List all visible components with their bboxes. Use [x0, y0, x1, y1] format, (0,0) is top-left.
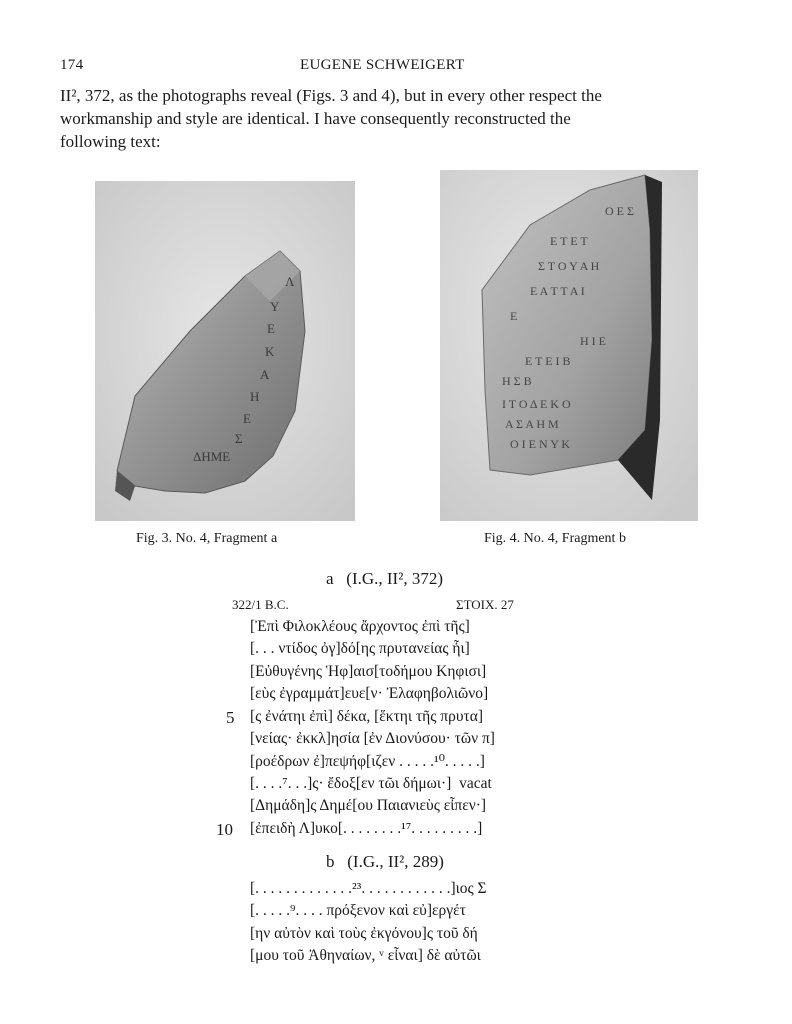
running-title: EUGENE SCHWEIGERT: [300, 57, 465, 73]
inscribed-letter: Ε Α Τ Τ Α Ι: [530, 284, 585, 298]
line-text: [. . . .⁷. . .]ς· ἔδοξ[εν τῶι δήμωι·] vacat: [250, 774, 492, 792]
line-text: [. . . ντίδος ὀγ]δό[ης πρυτανείας ἧι]: [250, 640, 470, 658]
text-a-date: 322/1 B.C.: [232, 597, 289, 612]
intro-line: following text:: [60, 132, 161, 151]
line-text: [νείας· ἐκκλ]ησία [ἐν Διονύσου· τῶν π]: [250, 729, 495, 747]
line-text: [ς ἐνάτηι ἐπὶ] δέκα, [ἕκτηι τῆς πρυτα]: [250, 707, 484, 725]
inscription-line: [ην αὐτὸν καὶ τοὺς ἐκγόνου]ς τοῦ δή: [250, 924, 478, 942]
line-number: 5: [226, 707, 235, 727]
figure-4-caption: Fig. 4. No. 4, Fragment b: [484, 531, 626, 546]
inscription-line: [. . . . .⁹. . . . πρόξενον καὶ εὐ]εργέτ: [250, 902, 466, 920]
inscription-line: [210, 752, 610, 774]
inscription-line: [. . . . . . . . . . . . .²³. . . . . . . . . . . .]ιος Σ: [250, 880, 487, 897]
inscribed-letter: Α Σ Α Η Μ: [505, 417, 559, 431]
line-text: [ροέδρων ἐ]πεψήφ[ιζεν . . . . .¹⁰. . . . .]: [250, 753, 485, 771]
figure-3-photo: [95, 181, 355, 521]
inscription-line: [210, 820, 610, 842]
inscription-line: [210, 663, 610, 685]
text-a-lines: [210, 618, 610, 842]
inscribed-letter: Ε: [267, 321, 275, 336]
inscribed-letter: ΔΗΜΕ: [193, 449, 231, 464]
line-number: 10: [216, 819, 233, 839]
inscribed-letter: Ε Τ Ε Ι Β: [525, 354, 571, 368]
line-text: [εὺς ἐγραμμάτ]ευε[ν· Ἐλαφηβολιῶνο]: [250, 685, 489, 703]
inscribed-letter: Σ Τ Ο Υ Α Η: [538, 259, 600, 273]
inscription-line: [210, 797, 610, 819]
line-text: [Δημάδη]ς Δημέ[ου Παιανιεὺς εἶπεν·]: [250, 797, 487, 815]
text-b-heading: b (I.G., II², 289): [326, 852, 444, 871]
inscription-line: [210, 618, 610, 640]
inscribed-letter: Ε Τ Ε Τ: [550, 234, 588, 248]
inscription-line: [210, 730, 610, 752]
text-a-heading: a (I.G., II², 372): [326, 569, 443, 588]
intro-paragraph: [60, 84, 732, 153]
inscribed-letter: Ε: [510, 309, 518, 323]
inscription-line: [210, 775, 610, 797]
inscription-line: [μου τοῦ Ἀθηναίων, ᵛ εἶναι] δὲ αὐτῶι: [250, 947, 481, 965]
inscription-line: [210, 685, 610, 707]
text-a-stoichedon: ΣΤΟΙΧ. 27: [456, 597, 514, 612]
text-b-lines: [250, 880, 650, 970]
fragment-b-stone: [440, 170, 698, 521]
line-text: [Εὐθυγένης Ἡφ]αισ[τοδήμου Κηφισι]: [250, 662, 487, 680]
intro-line: workmanship and style are identical. I have consequently reconstructed the: [60, 109, 571, 128]
inscribed-letter: Ο Ε Σ: [605, 204, 634, 218]
figure-3-caption: Fig. 3. No. 4, Fragment a: [136, 531, 278, 546]
line-text: [Ἐπὶ Φιλοκλέους ἄρχοντος ἐπὶ τῆς]: [250, 618, 470, 635]
inscribed-letter: Η: [250, 389, 260, 404]
inscription-line: [210, 640, 610, 662]
inscribed-letter: Λ: [285, 274, 295, 289]
inscribed-letter: Η Σ Β: [502, 374, 532, 388]
figure-4-photo: [440, 170, 698, 521]
page-number: 174: [60, 57, 84, 73]
intro-line: II², 372, as the photographs reveal (Figs. 3 and 4), but in every other respect the: [60, 86, 602, 105]
inscribed-letter: Ο Ι Ε Ν Υ Κ: [510, 437, 571, 451]
inscribed-letter: Κ: [265, 344, 275, 359]
inscription-line: [210, 708, 610, 730]
inscribed-letter: Α: [260, 367, 270, 382]
inscribed-letter: Υ: [270, 299, 280, 314]
fragment-a-stone: [95, 181, 355, 521]
inscribed-letter: Ι Τ Ο Δ Ε Κ Ο: [502, 397, 571, 411]
line-text: [ἐπειδὴ Λ]υκο[. . . . . . . .¹⁷. . . . . . . . .]: [250, 819, 483, 837]
inscribed-letter: Η Ι Ε: [580, 334, 606, 348]
inscribed-letter: Ε: [243, 411, 251, 426]
inscribed-letter: Σ: [235, 431, 243, 446]
